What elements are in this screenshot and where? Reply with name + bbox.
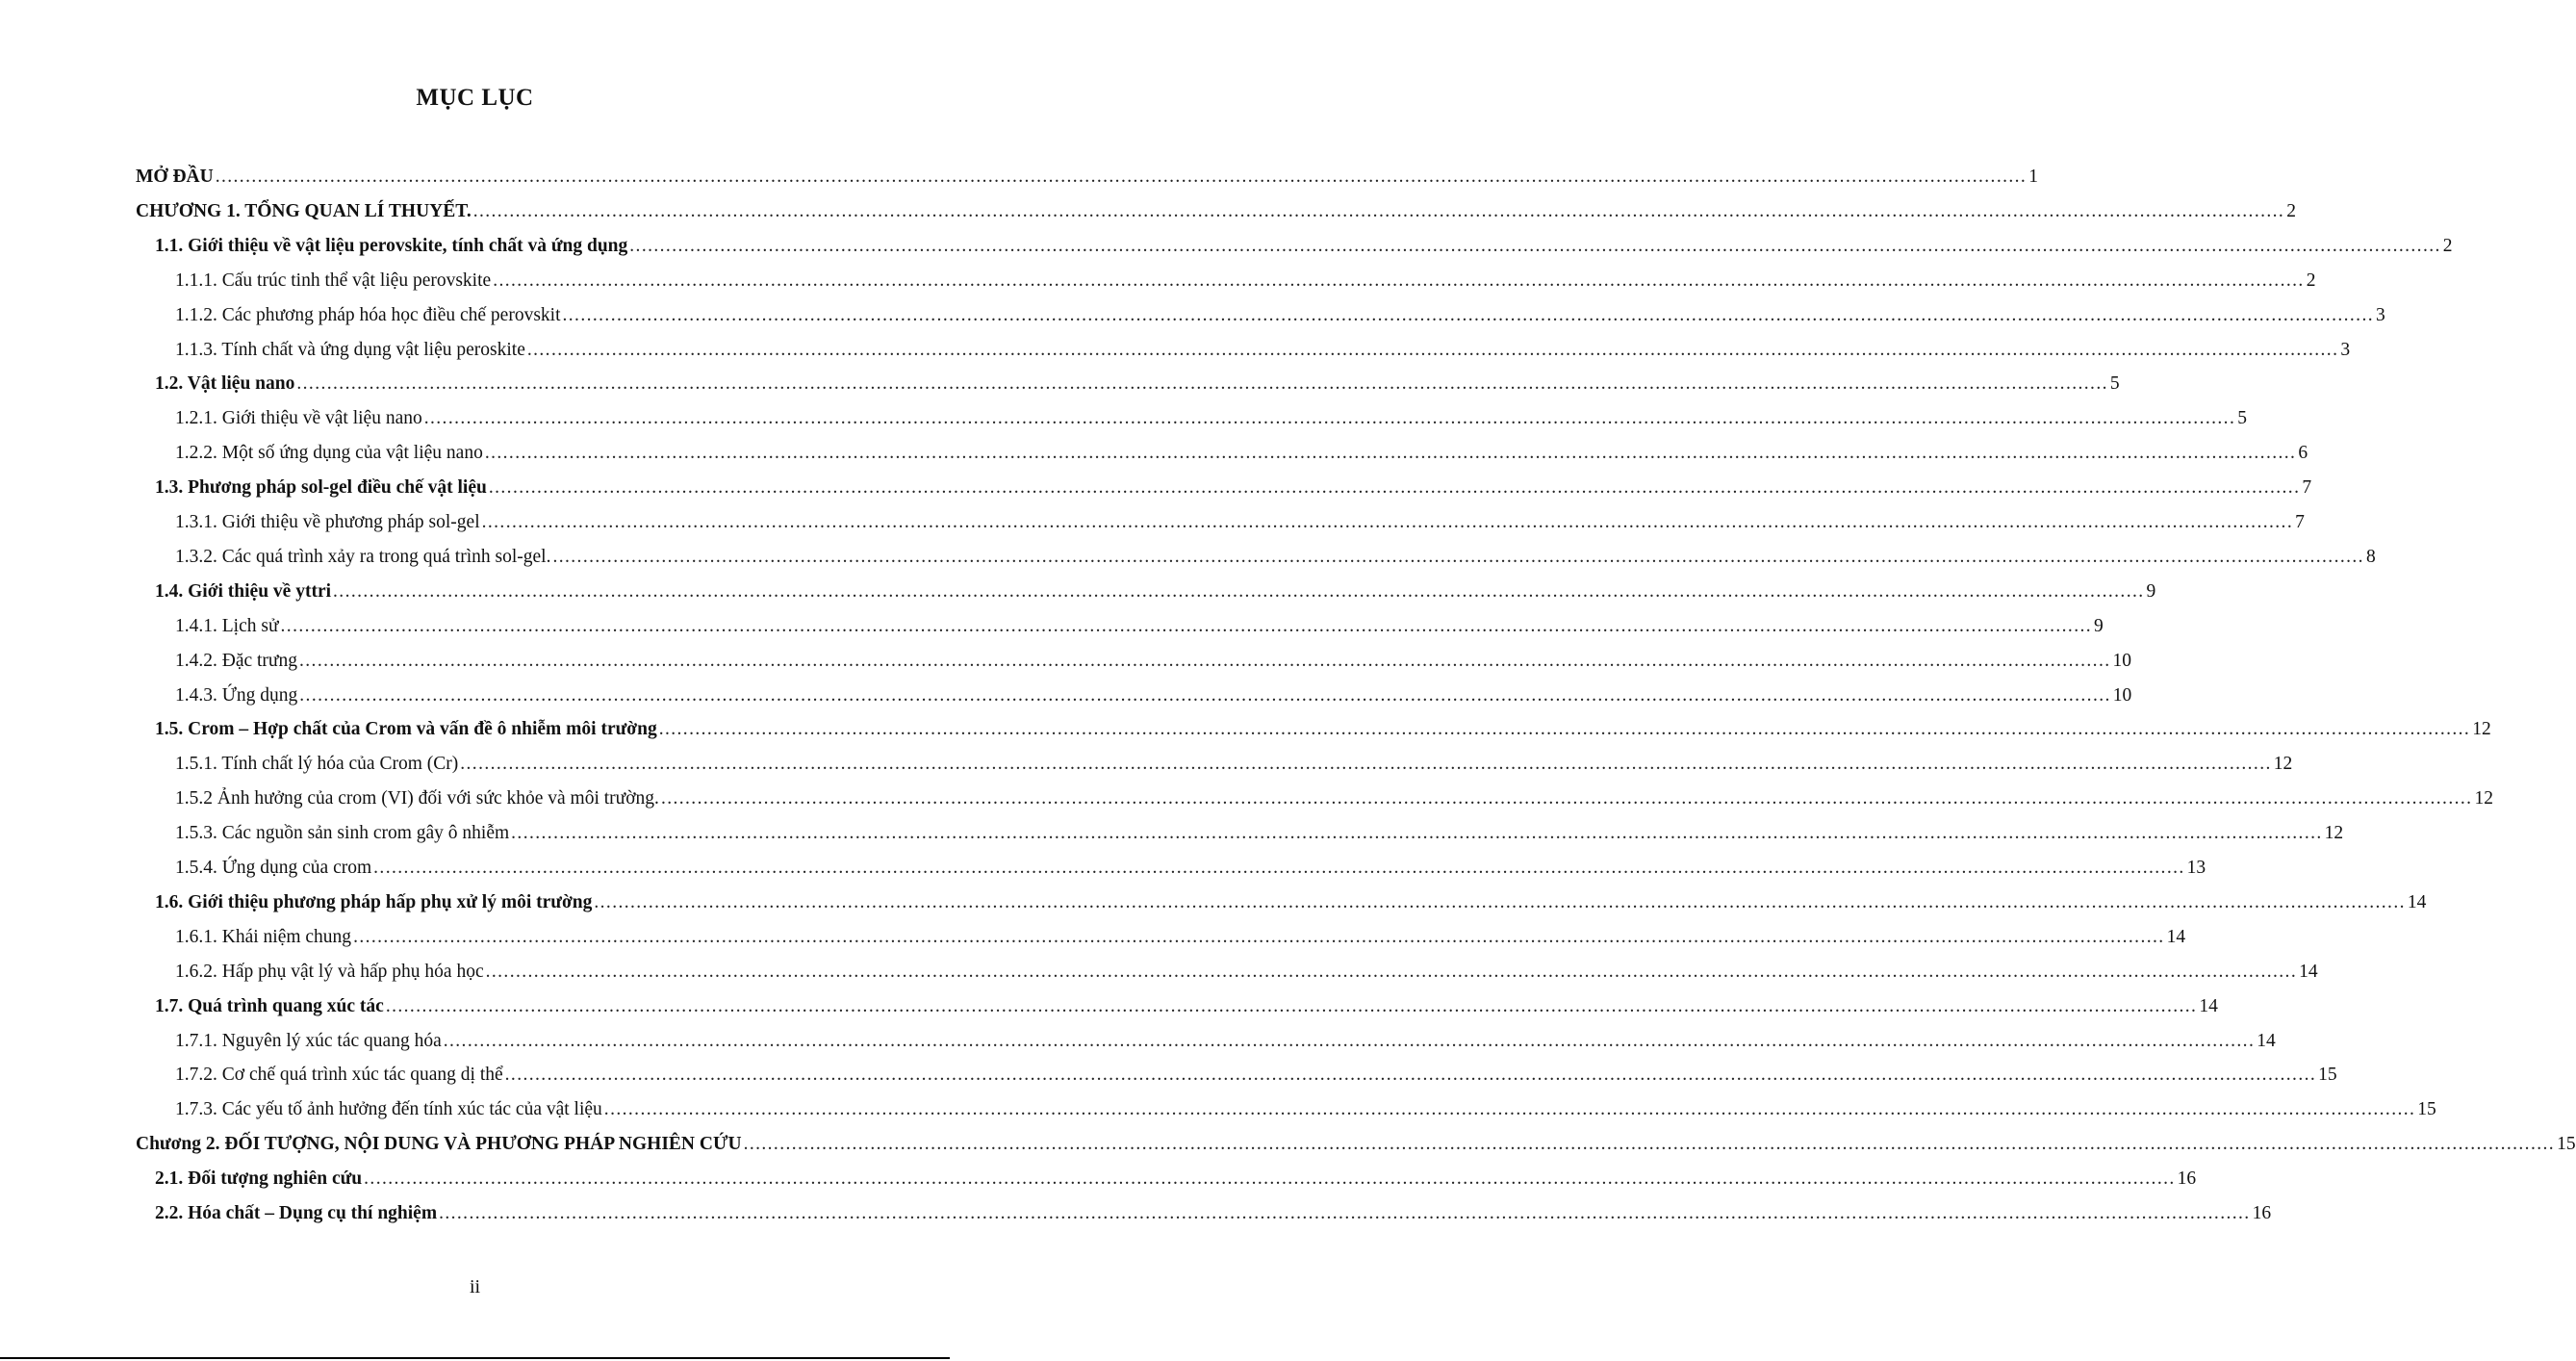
toc-entry-page: 15: [2318, 1065, 2337, 1086]
toc-entry-label: 1.6.1. Khái niệm chung: [175, 926, 352, 947]
toc-leader-dots: ............................................................................................................................................................................................................................................................................................................: [423, 408, 2236, 429]
toc-entry-page: 7: [2302, 477, 2312, 499]
toc-leader-dots: ............................................................................................................................................................................................................................................................................................................: [511, 823, 2323, 844]
toc-entry[interactable]: [155, 367, 2120, 401]
toc-entry[interactable]: [175, 679, 2132, 713]
toc-entry-page: 7: [2295, 512, 2305, 532]
toc-entry-page: 5: [2109, 373, 2120, 395]
toc-entry-label: 1.7. Quá trình quang xúc tác: [155, 995, 384, 1016]
toc-leader-dots: ............................................................................................................................................................................................................................................................................................................: [526, 339, 2339, 360]
toc-leader-dots: ............................................................................................................................................................................................................................................................................................................: [504, 1065, 2317, 1086]
toc-entry-page: 12: [2324, 823, 2344, 844]
toc-entry[interactable]: [175, 609, 2104, 644]
toc-entry-label: 2.1. Đối tượng nghiên cứu: [155, 1168, 363, 1190]
toc-leader-dots: ............................................................................................................................................................................................................................................................................................................: [552, 546, 2364, 567]
toc-leader-dots: ............................................................................................................................................................................................................................................................................................................: [333, 580, 2145, 602]
toc-entry-label: 1.1.1. Cấu trúc tinh thể vật liệu perovskite: [175, 270, 492, 291]
toc-leader-dots: ............................................................................................................................................................................................................................................................................................................: [443, 1030, 2256, 1051]
toc-entry[interactable]: [175, 782, 2493, 816]
toc-entry[interactable]: [155, 471, 2312, 505]
toc-entry[interactable]: [155, 989, 2218, 1024]
toc-entry[interactable]: [175, 298, 2385, 333]
toc-entry[interactable]: [175, 401, 2247, 436]
toc-entry-label: 1.1. Giới thiệu về vật liệu perovskite, tính chất và ứng dụng: [155, 235, 628, 256]
toc-leader-dots: ............................................................................................................................................................................................................................................................................................................: [743, 1134, 2556, 1155]
toc-entry-label: 1.3.2. Các quá trình xảy ra trong quá trình sol-gel.: [175, 546, 551, 567]
toc-entry-page: 12: [2472, 719, 2491, 740]
toc-entry-label: 1.3. Phương pháp sol-gel điều chế vật liệu: [155, 477, 487, 499]
toc-entry[interactable]: [175, 1024, 2276, 1059]
toc-entry-page: 10: [2112, 650, 2131, 671]
toc-entry-page: 2: [2442, 235, 2453, 256]
toc-leader-dots: ............................................................................................................................................................................................................................................................................................................: [603, 1099, 2416, 1120]
toc-entry-page: 2: [2306, 270, 2316, 291]
toc-entry[interactable]: [175, 436, 2308, 471]
toc-leader-dots: ............................................................................................................................................................................................................................................................................................................: [629, 235, 2441, 256]
toc-entry-page: 15: [2557, 1134, 2576, 1155]
toc-entry-label: MỞ ĐẦU: [136, 167, 214, 187]
toc-leader-dots: ............................................................................................................................................................................................................................................................................................................: [485, 961, 2298, 982]
toc-entry[interactable]: [175, 644, 2131, 679]
toc-entry-label: 2.2. Hóa chất – Dụng cụ thí nghiệm: [155, 1203, 438, 1223]
toc-entry-page: 14: [2299, 961, 2318, 982]
toc-entry[interactable]: [155, 229, 2453, 264]
toc-entry-label: 1.7.1. Nguyên lý xúc tác quang hóa: [175, 1030, 442, 1051]
toc-entry-label: 1.4.1. Lịch sử: [175, 615, 279, 636]
toc-entry-label: 1.5.4. Ứng dụng của crom: [175, 858, 372, 878]
toc-entry-label: Chương 2. ĐỐI TƯỢNG, NỘI DUNG VÀ PHƯƠNG PHÁP NGHIÊN CỨU: [136, 1134, 742, 1155]
toc-entry-label: 1.3.1. Giới thiệu về phương pháp sol-gel: [175, 512, 480, 532]
toc-leader-dots: ............................................................................................................................................................................................................................................................................................................: [296, 373, 2108, 395]
toc-entry-label: 1.5.1. Tính chất lý hóa của Crom (Cr): [175, 754, 459, 775]
toc-leader-dots: ............................................................................................................................................................................................................................................................................................................: [373, 858, 2185, 878]
toc-entry[interactable]: [155, 712, 2491, 747]
toc-entry-page: 14: [2166, 926, 2186, 947]
toc-entry-page: 13: [2186, 858, 2206, 878]
toc-entry-label: 1.2. Vật liệu nano: [155, 373, 295, 395]
toc-entry-label: 1.6.2. Hấp phụ vật lý và hấp phụ hóa học: [175, 961, 484, 982]
toc-entry-page: 5: [2237, 408, 2247, 429]
toc-entry-label: 1.7.3. Các yếu tố ảnh hưởng đến tính xúc tác của vật liệu: [175, 1099, 602, 1120]
toc-entry-label: 1.5. Crom – Hợp chất của Crom và vấn đề ô nhiễm môi trường: [155, 719, 657, 740]
toc-entry[interactable]: [136, 1127, 2576, 1162]
toc-entry-label: 1.6. Giới thiệu phương pháp hấp phụ xử lý môi trường: [155, 891, 593, 912]
toc-entry[interactable]: [175, 920, 2186, 955]
toc-entry[interactable]: [155, 1162, 2197, 1196]
toc-entry-label: 1.1.2. Các phương pháp hóa học điều chế perovskit: [175, 304, 561, 325]
toc-entry[interactable]: [175, 747, 2293, 782]
toc-entry[interactable]: [175, 851, 2206, 886]
toc-leader-dots: ............................................................................................................................................................................................................................................................................................................: [385, 995, 2198, 1016]
toc-leader-dots: ............................................................................................................................................................................................................................................................................................................: [660, 788, 2473, 809]
toc-entry[interactable]: [155, 886, 2427, 920]
page-number: ii: [469, 1276, 481, 1297]
toc-entry-label: 1.4. Giới thiệu về yttri: [155, 580, 332, 602]
toc-leader-dots: ............................................................................................................................................................................................................................................................................................................: [460, 754, 2272, 775]
toc-entry-page: 10: [2112, 684, 2132, 706]
toc-leader-dots: ............................................................................................................................................................................................................................................................................................................: [472, 200, 2285, 221]
toc-leader-dots: ............................................................................................................................................................................................................................................................................................................: [299, 650, 2111, 671]
toc-entry-page: 8: [2365, 546, 2376, 567]
toc-leader-dots: ............................................................................................................................................................................................................................................................................................................: [562, 304, 2374, 325]
toc-entry-page: 16: [2252, 1203, 2272, 1223]
toc-entry-label: 1.4.2. Đặc trưng: [175, 650, 297, 671]
toc-leader-dots: ............................................................................................................................................................................................................................................................................................................: [484, 443, 2297, 464]
toc-leader-dots: ............................................................................................................................................................................................................................................................................................................: [215, 167, 2028, 187]
toc-entry[interactable]: [175, 264, 2316, 298]
toc-entry[interactable]: [155, 575, 2156, 609]
toc-entry[interactable]: [175, 1092, 2436, 1127]
toc-entry-page: 3: [2340, 339, 2351, 360]
toc-entry-page: 2: [2286, 200, 2296, 221]
toc-leader-dots: ............................................................................................................................................................................................................................................................................................................: [594, 891, 2406, 912]
toc-entry-label: 1.4.3. Ứng dụng: [175, 684, 298, 706]
toc-entry-page: 9: [2146, 580, 2156, 602]
toc-leader-dots: ............................................................................................................................................................................................................................................................................................................: [488, 477, 2301, 499]
toc-entry-label: 1.2.2. Một số ứng dụng của vật liệu nano: [175, 443, 483, 464]
toc-entry-label: 1.1.3. Tính chất và ứng dụng vật liệu peroskite: [175, 339, 525, 360]
toc-entry-page: 1: [2028, 167, 2038, 187]
toc-entry-page: 3: [2376, 304, 2385, 325]
toc-entry[interactable]: [175, 333, 2351, 368]
toc-leader-dots: ............................................................................................................................................................................................................................................................................................................: [658, 719, 2471, 740]
toc-entry[interactable]: [155, 1196, 2272, 1231]
toc-entry-label: 1.5.2 Ảnh hưởng của crom (VI) đối với sức khỏe và môi trường.: [175, 788, 659, 809]
toc-entry[interactable]: [136, 160, 2038, 194]
toc-entry[interactable]: [136, 194, 2296, 229]
toc-entry-page: 12: [2273, 754, 2293, 775]
toc-leader-dots: ............................................................................................................................................................................................................................................................................................................: [280, 615, 2093, 636]
toc-entry[interactable]: [175, 1058, 2337, 1092]
toc-entry-label: 1.5.3. Các nguồn sản sinh crom gây ô nhiễm: [175, 823, 510, 844]
toc-entry-page: 16: [2177, 1168, 2197, 1190]
toc-leader-dots: ............................................................................................................................................................................................................................................................................................................: [493, 270, 2305, 291]
toc-entry-page: 9: [2094, 615, 2104, 636]
toc-leader-dots: ............................................................................................................................................................................................................................................................................................................: [364, 1168, 2176, 1190]
toc-entry-page: 14: [2199, 995, 2218, 1016]
toc-entry-label: 1.2.1. Giới thiệu về vật liệu nano: [175, 408, 422, 429]
toc-entry-page: 12: [2474, 788, 2493, 809]
toc-entry[interactable]: [175, 505, 2305, 540]
toc-leader-dots: ............................................................................................................................................................................................................................................................................................................: [299, 684, 2111, 706]
toc-entry-label: CHƯƠNG 1. TỔNG QUAN LÍ THUYẾT.: [136, 200, 472, 221]
toc-entry[interactable]: [175, 955, 2318, 989]
toc-entry-page: 14: [2407, 891, 2427, 912]
toc-leader-dots: ............................................................................................................................................................................................................................................................................................................: [353, 926, 2165, 947]
toc-entry-page: 6: [2298, 443, 2308, 464]
toc-entry-label: 1.7.2. Cơ chế quá trình xúc tác quang dị thể: [175, 1065, 503, 1086]
toc-title: MỤC LỤC: [416, 85, 534, 111]
toc-leader-dots: ............................................................................................................................................................................................................................................................................................................: [439, 1203, 2251, 1223]
toc-entry[interactable]: [175, 816, 2344, 851]
toc-entry-page: 15: [2417, 1099, 2436, 1120]
page-bottom-border: [0, 1357, 950, 1359]
toc-leader-dots: ............................................................................................................................................................................................................................................................................................................: [481, 512, 2294, 532]
toc-entry[interactable]: [175, 540, 2376, 575]
toc-entry-page: 14: [2257, 1030, 2276, 1051]
